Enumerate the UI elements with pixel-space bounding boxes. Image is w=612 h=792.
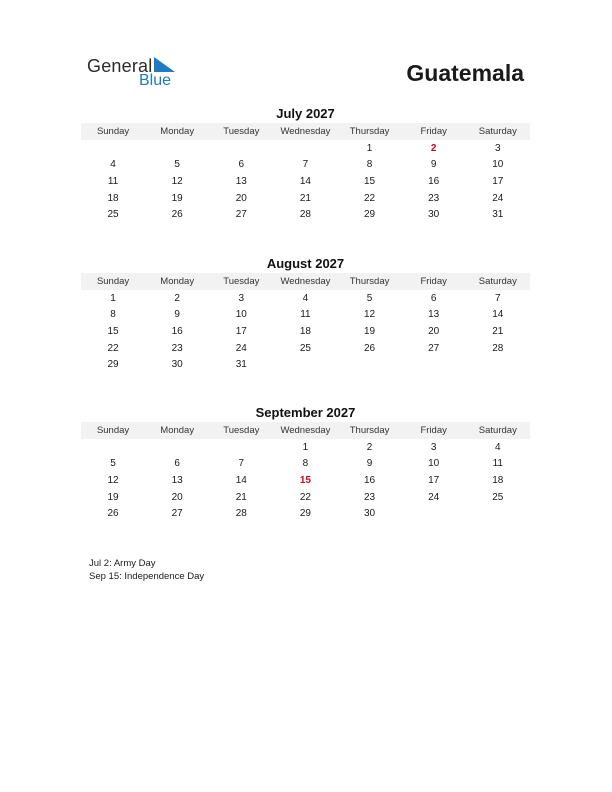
weekday-header: [81, 123, 530, 140]
date-cell: 14: [235, 474, 247, 486]
date-cell: 14: [299, 175, 311, 187]
weekday-label: Saturday: [478, 126, 517, 137]
date-cell: 24: [428, 491, 440, 503]
weekday-label: Thursday: [349, 276, 390, 287]
date-cell: 7: [238, 458, 245, 470]
generalblue-logo: [87, 56, 187, 92]
date-cell: 10: [492, 159, 504, 171]
weekday-label: Wednesday: [280, 425, 331, 436]
date-cell: 21: [492, 325, 504, 337]
date-cell: 8: [110, 309, 116, 321]
week-row: [81, 439, 530, 456]
holiday-date-cell: 2: [430, 142, 437, 154]
date-cell: 10: [235, 309, 247, 321]
date-cell: 27: [235, 209, 247, 221]
weekday-label: Friday: [420, 425, 447, 436]
weekday-label: Monday: [160, 276, 195, 287]
date-cell: 24: [235, 342, 247, 354]
date-cell: 2: [174, 292, 180, 304]
weekday-label: Tuesday: [223, 126, 260, 137]
date-cell: 11: [492, 458, 503, 470]
date-cell: 13: [428, 309, 440, 321]
logo-triangle-icon: [154, 57, 175, 72]
month-calendar: [81, 106, 530, 223]
holiday-list: [89, 557, 204, 583]
date-cell: 25: [299, 342, 311, 354]
date-cell: 9: [430, 159, 437, 171]
date-cell: 31: [235, 359, 247, 371]
date-cell: 16: [171, 325, 183, 337]
month-title: September 2027: [255, 405, 356, 420]
date-cell: 14: [492, 309, 504, 321]
holiday-entry: Jul 2: Army Day: [89, 558, 156, 569]
date-cell: 1: [366, 142, 373, 154]
date-cell: 16: [428, 175, 440, 187]
week-row: [81, 340, 530, 357]
date-cell: 27: [171, 508, 183, 520]
date-cell: 4: [110, 159, 116, 171]
date-cell: 24: [492, 192, 504, 204]
weekday-label: Wednesday: [280, 276, 331, 287]
date-cell: 6: [174, 458, 180, 470]
week-row: [81, 323, 530, 340]
country-title: Guatemala: [406, 60, 524, 86]
date-cell: 9: [174, 309, 180, 321]
date-cell: 5: [110, 458, 116, 470]
week-row: [81, 489, 530, 506]
logo-text-general: General: [87, 56, 153, 76]
logo-text-blue: Blue: [139, 72, 172, 89]
week-row: [81, 290, 530, 307]
weekday-label: Saturday: [478, 276, 517, 287]
date-cell: 18: [299, 325, 311, 337]
week-row: [81, 472, 530, 489]
date-cell: 16: [364, 474, 376, 486]
date-cell: 29: [107, 359, 119, 371]
date-cell: 3: [238, 292, 245, 304]
date-cell: 13: [235, 175, 247, 187]
date-cell: 20: [428, 325, 440, 337]
month-title: August 2027: [266, 256, 345, 271]
holiday-date-cell: 15: [299, 474, 311, 486]
week-row: [81, 206, 530, 223]
date-cell: 2: [366, 441, 373, 453]
weekday-label: Sunday: [96, 276, 130, 287]
date-cell: 26: [171, 209, 183, 221]
weekday-label: Friday: [420, 276, 447, 287]
date-cell: 1: [110, 292, 116, 304]
date-cell: 28: [299, 209, 311, 221]
date-cell: 7: [495, 292, 501, 304]
weekday-label: Wednesday: [280, 126, 331, 137]
date-cell: 7: [302, 159, 309, 171]
date-cell: 29: [299, 508, 311, 520]
date-cell: 3: [495, 142, 501, 154]
week-row: [81, 456, 530, 473]
weekday-label: Monday: [160, 425, 195, 436]
month-calendar: [81, 256, 530, 373]
date-cell: 25: [492, 491, 504, 503]
date-cell: 12: [107, 474, 119, 486]
date-cell: 29: [364, 209, 376, 221]
date-cell: 8: [366, 159, 373, 171]
month-title: July 2027: [276, 106, 335, 121]
weekday-label: Sunday: [96, 425, 130, 436]
date-cell: 23: [364, 491, 376, 503]
date-cell: 11: [107, 175, 119, 187]
date-cell: 4: [495, 441, 501, 453]
date-cell: 9: [366, 458, 373, 470]
date-cell: 21: [235, 491, 247, 503]
date-cell: 19: [364, 325, 376, 337]
weekday-label: Tuesday: [223, 425, 260, 436]
holiday-entry: Sep 15: Independence Day: [89, 571, 205, 582]
date-cell: 3: [430, 441, 437, 453]
date-cell: 17: [428, 474, 440, 486]
date-cell: 8: [302, 458, 309, 470]
date-cell: 26: [107, 508, 119, 520]
date-cell: 30: [171, 359, 183, 371]
date-cell: 18: [107, 192, 119, 204]
date-cell: 12: [171, 175, 183, 187]
week-row: [81, 157, 530, 174]
date-cell: 21: [299, 192, 311, 204]
date-cell: 22: [107, 342, 119, 354]
week-row: [81, 173, 530, 190]
weekday-label: Sunday: [96, 126, 130, 137]
week-row: [81, 356, 530, 373]
weekday-label: Thursday: [349, 126, 390, 137]
date-cell: 31: [492, 209, 504, 221]
date-cell: 23: [428, 192, 440, 204]
date-cell: 18: [492, 474, 504, 486]
week-row: [81, 190, 530, 207]
date-cell: 27: [428, 342, 440, 354]
date-cell: 19: [107, 491, 119, 503]
weekday-header: [81, 422, 530, 439]
date-cell: 15: [364, 175, 376, 187]
date-cell: 23: [171, 342, 183, 354]
weekday-header: [81, 273, 530, 290]
weekday-label: Saturday: [478, 425, 517, 436]
date-cell: 28: [235, 508, 247, 520]
date-cell: 30: [364, 508, 376, 520]
date-cell: 5: [174, 159, 180, 171]
weekday-label: Friday: [420, 126, 447, 137]
date-cell: 13: [171, 474, 183, 486]
date-cell: 28: [492, 342, 504, 354]
week-row: [81, 140, 530, 157]
date-cell: 12: [364, 309, 376, 321]
date-cell: 22: [299, 491, 311, 503]
date-cell: 22: [364, 192, 376, 204]
date-cell: 5: [366, 292, 373, 304]
date-cell: 26: [364, 342, 376, 354]
date-cell: 15: [107, 325, 119, 337]
month-calendar: [81, 405, 530, 522]
date-cell: 11: [300, 309, 311, 321]
date-cell: 10: [428, 458, 440, 470]
date-cell: 6: [238, 159, 245, 171]
weekday-label: Monday: [160, 126, 195, 137]
week-row: [81, 505, 530, 522]
date-cell: 20: [171, 491, 183, 503]
date-cell: 19: [171, 192, 183, 204]
weekday-label: Thursday: [349, 425, 390, 436]
date-cell: 17: [492, 175, 504, 187]
date-cell: 6: [430, 292, 437, 304]
date-cell: 25: [107, 209, 119, 221]
date-cell: 17: [235, 325, 247, 337]
weekday-label: Tuesday: [223, 276, 260, 287]
week-row: [81, 307, 530, 324]
date-cell: 20: [235, 192, 247, 204]
date-cell: 1: [302, 441, 309, 453]
date-cell: 4: [302, 292, 309, 304]
date-cell: 30: [428, 209, 440, 221]
